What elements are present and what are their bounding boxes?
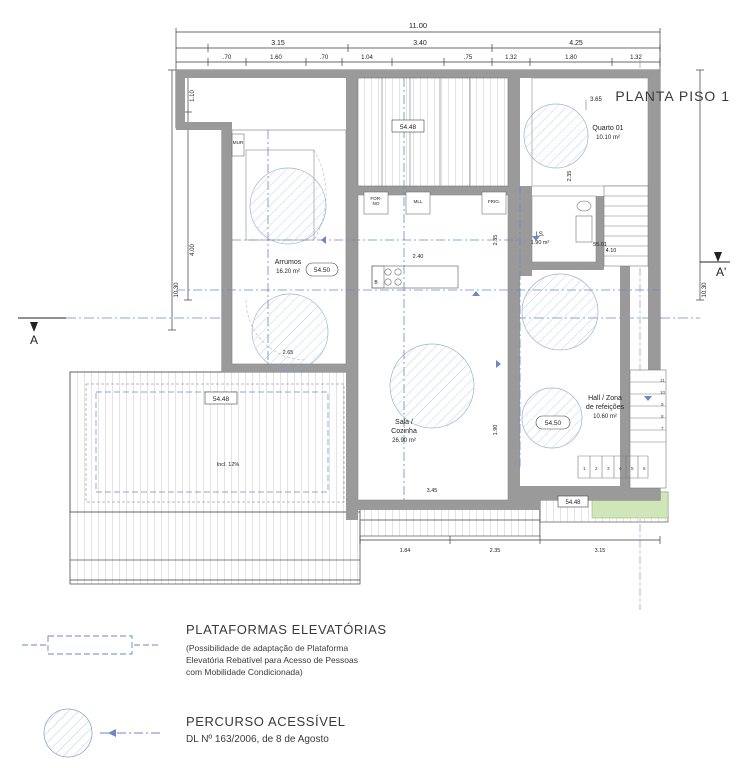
dim-top-3: 4.25: [569, 40, 583, 47]
dim-int-265: 2.65: [282, 350, 294, 356]
level-54-50-a: 54.50: [313, 267, 331, 274]
legend-sub-plataformas-2: Elevatória Rebatível para Acesso de Pessoas: [186, 655, 358, 665]
dim-sub-8: 1.32: [630, 55, 642, 61]
level-54-48-b: 54.48: [399, 124, 417, 131]
label-frig: FRIG.: [487, 199, 501, 204]
dim-left-3: 10.30: [174, 282, 180, 298]
legend-item-plataformas: [22, 632, 162, 658]
room-area-is: 1.90 m²: [530, 240, 550, 246]
dim-top-1: 3.15: [271, 40, 285, 47]
dim-int-240: 2.40: [412, 254, 424, 260]
plan-title: PLANTA PISO 1: [615, 88, 730, 104]
dim-sub-7: 1.80: [565, 55, 577, 61]
label-forno: FOR-: [370, 196, 382, 201]
label-incl: Incl. 12%: [216, 462, 240, 468]
dim-int-235: 2.35: [493, 234, 499, 246]
label-b: B: [374, 280, 378, 286]
svg-text:8: 8: [661, 414, 664, 419]
room-area-hall: 10.60 m²: [593, 414, 617, 420]
level-54-48-a: 54.48: [212, 396, 230, 403]
dim-top-2: 3.40: [413, 40, 427, 47]
room-label-arrumos: Arrumos: [274, 259, 302, 266]
dimension-lines-right: [696, 70, 704, 300]
room-label-hall: Hall / Zona: [588, 395, 622, 402]
room-label-sala: Sala /: [395, 419, 413, 426]
level-54-48-c: 54.48: [565, 500, 581, 506]
dim-left-1: 1.10: [190, 90, 196, 102]
room-label-is: I.S.: [535, 232, 545, 238]
label-mll: MLL: [413, 199, 423, 204]
level-54-50-b: 54.50: [544, 420, 562, 427]
dim-int-410: 4.10: [605, 248, 617, 254]
room-area-sala: 26.90 m²: [392, 438, 416, 444]
dim-int-345: 3.45: [426, 488, 438, 494]
dim-int-235b: 2.35: [567, 170, 573, 182]
svg-text:7: 7: [661, 426, 664, 431]
hatched-circle-arrow-icon: [22, 708, 162, 758]
svg-text:9: 9: [661, 402, 664, 407]
level-55-01: 55.01: [593, 242, 607, 248]
svg-text:11: 11: [660, 378, 665, 383]
dimension-lines-top: [176, 28, 660, 70]
dashed-rectangle-icon: [22, 632, 162, 658]
legend-item-percurso: [22, 708, 162, 758]
dim-bot-1: 1.84: [399, 548, 411, 554]
dim-sub-2: 1.60: [270, 55, 282, 61]
room-label-cozinha: Cozinha: [391, 428, 417, 435]
room-area-arrumos: 16.20 m²: [276, 269, 300, 275]
label-forno-2: NO: [372, 201, 380, 206]
room-label-quarto: Quarto 01: [592, 125, 624, 132]
dim-right-1: 10.30: [702, 282, 708, 298]
svg-text:6: 6: [643, 466, 646, 471]
section-label-a-prime: A': [716, 265, 727, 279]
dim-sub-3: .70: [319, 55, 329, 61]
svg-text:1: 1: [583, 466, 586, 471]
legend: [0, 600, 748, 768]
section-label-a: A: [30, 333, 39, 347]
room-is-bathroom: [532, 196, 596, 262]
dim-sub-5: .75: [463, 55, 473, 61]
dim-overall-top: 11.00: [408, 21, 428, 30]
svg-text:10: 10: [660, 390, 666, 395]
dim-left-2: 4.00: [190, 244, 196, 256]
label-mur: MUR: [232, 140, 244, 145]
upper-hatched-strip: [358, 78, 508, 186]
dim-int-190: 1.90: [493, 424, 499, 436]
legend-sub-plataformas-1: (Possibilidade de adaptação de Plataforma: [186, 643, 349, 653]
room-label-refeicoes: de refeições: [585, 404, 625, 411]
legend-title-percurso: PERCURSO ACESSÍVEL: [186, 714, 346, 729]
dim-sub-1: .70: [222, 55, 232, 61]
legend-sub-plataformas-3: com Mobilidade Condicionada): [186, 667, 303, 677]
legend-sub-percurso-1: DL Nº 163/2006, de 8 de Agosto: [186, 734, 329, 745]
dim-quarto: 3.65: [590, 97, 602, 103]
svg-text:4: 4: [619, 466, 622, 471]
svg-text:2: 2: [595, 466, 598, 471]
dim-sub-4: 1.04: [361, 55, 373, 61]
dim-bot-3: 3.15: [594, 548, 606, 554]
dim-sub-6: 1.32: [505, 55, 517, 61]
dim-bot-2: 2.35: [489, 548, 501, 554]
legend-title-plataformas: PLATAFORMAS ELEVATÓRIAS: [186, 622, 387, 637]
svg-text:5: 5: [631, 466, 634, 471]
room-area-quarto: 10.10 m²: [596, 135, 620, 141]
svg-text:3: 3: [607, 466, 610, 471]
